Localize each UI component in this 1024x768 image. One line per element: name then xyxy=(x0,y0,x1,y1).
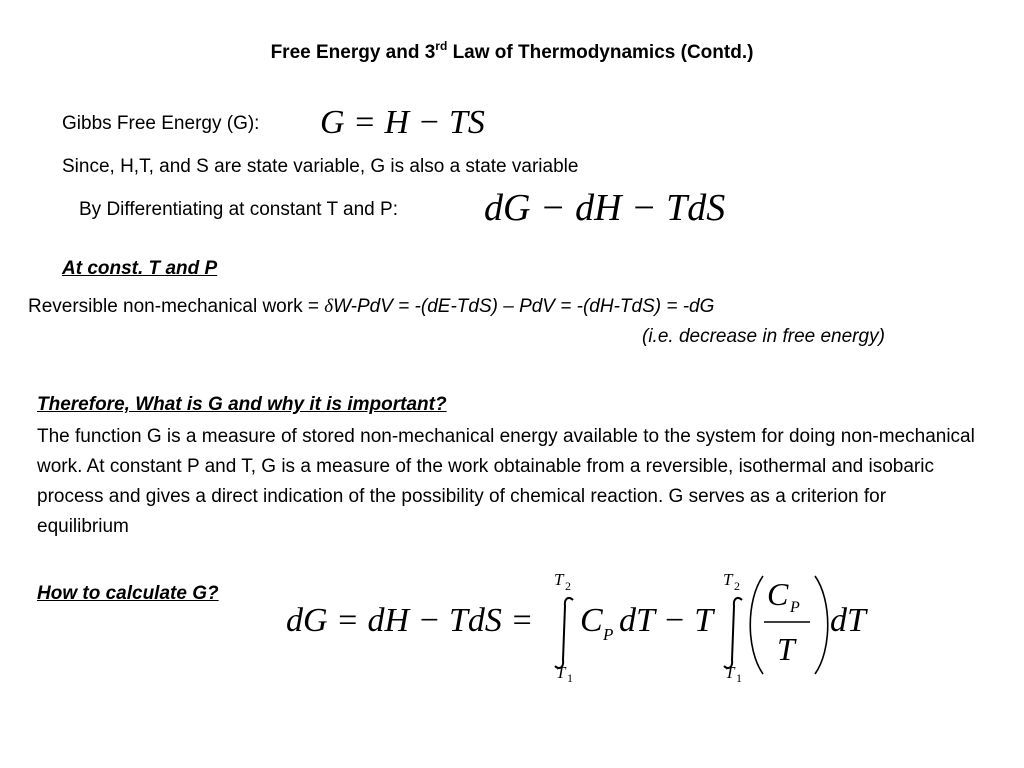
integral-2-lower-sub: 1 xyxy=(736,671,742,685)
fraction-numerator-sub: P xyxy=(790,599,800,616)
state-variable-line: Since, H,T, and S are state variable, G is also a state variable xyxy=(62,156,579,177)
right-paren xyxy=(815,576,828,674)
delta-symbol: δ xyxy=(324,296,334,317)
integral-2-lower-limit: T xyxy=(725,663,735,682)
work-prefix: Reversible non-mechanical work = xyxy=(28,296,325,317)
importance-question-heading: Therefore, What is G and why it is important? xyxy=(37,394,447,415)
equation-graphic xyxy=(280,560,900,690)
work-expression: W-PdV = -(dE-TdS) – PdV = -(dH-TdS) = -dG xyxy=(333,296,715,317)
equation-tail: dT xyxy=(830,602,866,639)
term1-c-sub: P xyxy=(603,625,614,644)
importance-paragraph: The function G is a measure of stored non-mechanical energy available to the system for doing non-mechanical work. At constant P and T, G is a measure of the work obtainable from a reversible, isothermal and isobaric process and gives a direct indication of the possibility of chemical reaction. G serves as a criterion for equilibrium xyxy=(37,426,975,537)
gibbs-formula: G = H − TS xyxy=(320,104,485,141)
differential-formula: dG − dH − TdS xyxy=(484,187,726,229)
integral-2-sign xyxy=(724,598,742,668)
differentiation-label: By Differentiating at constant T and P: xyxy=(79,199,398,220)
const-tp-heading: At const. T and P xyxy=(62,258,218,279)
title-superscript: rd xyxy=(435,39,448,53)
equation-lhs: dG = dH − TdS = xyxy=(286,602,534,639)
integral-1-upper-limit: T xyxy=(554,570,564,589)
integral-1-lower-limit: T xyxy=(556,663,566,682)
calculate-g-heading: How to calculate G? xyxy=(37,583,219,604)
reversible-work-line xyxy=(28,296,714,318)
integral-1-upper-sub: 2 xyxy=(565,579,571,593)
integral-2-upper-sub: 2 xyxy=(734,579,740,593)
free-energy-note: (i.e. decrease in free energy) xyxy=(642,326,885,347)
gibbs-label: Gibbs Free Energy (G): xyxy=(62,113,260,134)
integral-2-upper-limit: T xyxy=(723,570,733,589)
title-text-end: Law of Thermodynamics (Contd.) xyxy=(447,42,754,63)
term1-rest: dT − T xyxy=(619,602,714,639)
integral-1-lower-sub: 1 xyxy=(567,671,573,685)
term1-c: C xyxy=(580,602,603,639)
left-paren xyxy=(750,576,763,674)
fraction-denominator: T xyxy=(777,631,795,667)
slide-title xyxy=(0,39,1024,64)
fraction-numerator: C xyxy=(767,576,789,612)
title-text-start: Free Energy and 3 xyxy=(270,42,436,63)
gibbs-integral-equation xyxy=(280,560,900,695)
integral-1-sign xyxy=(555,598,573,668)
